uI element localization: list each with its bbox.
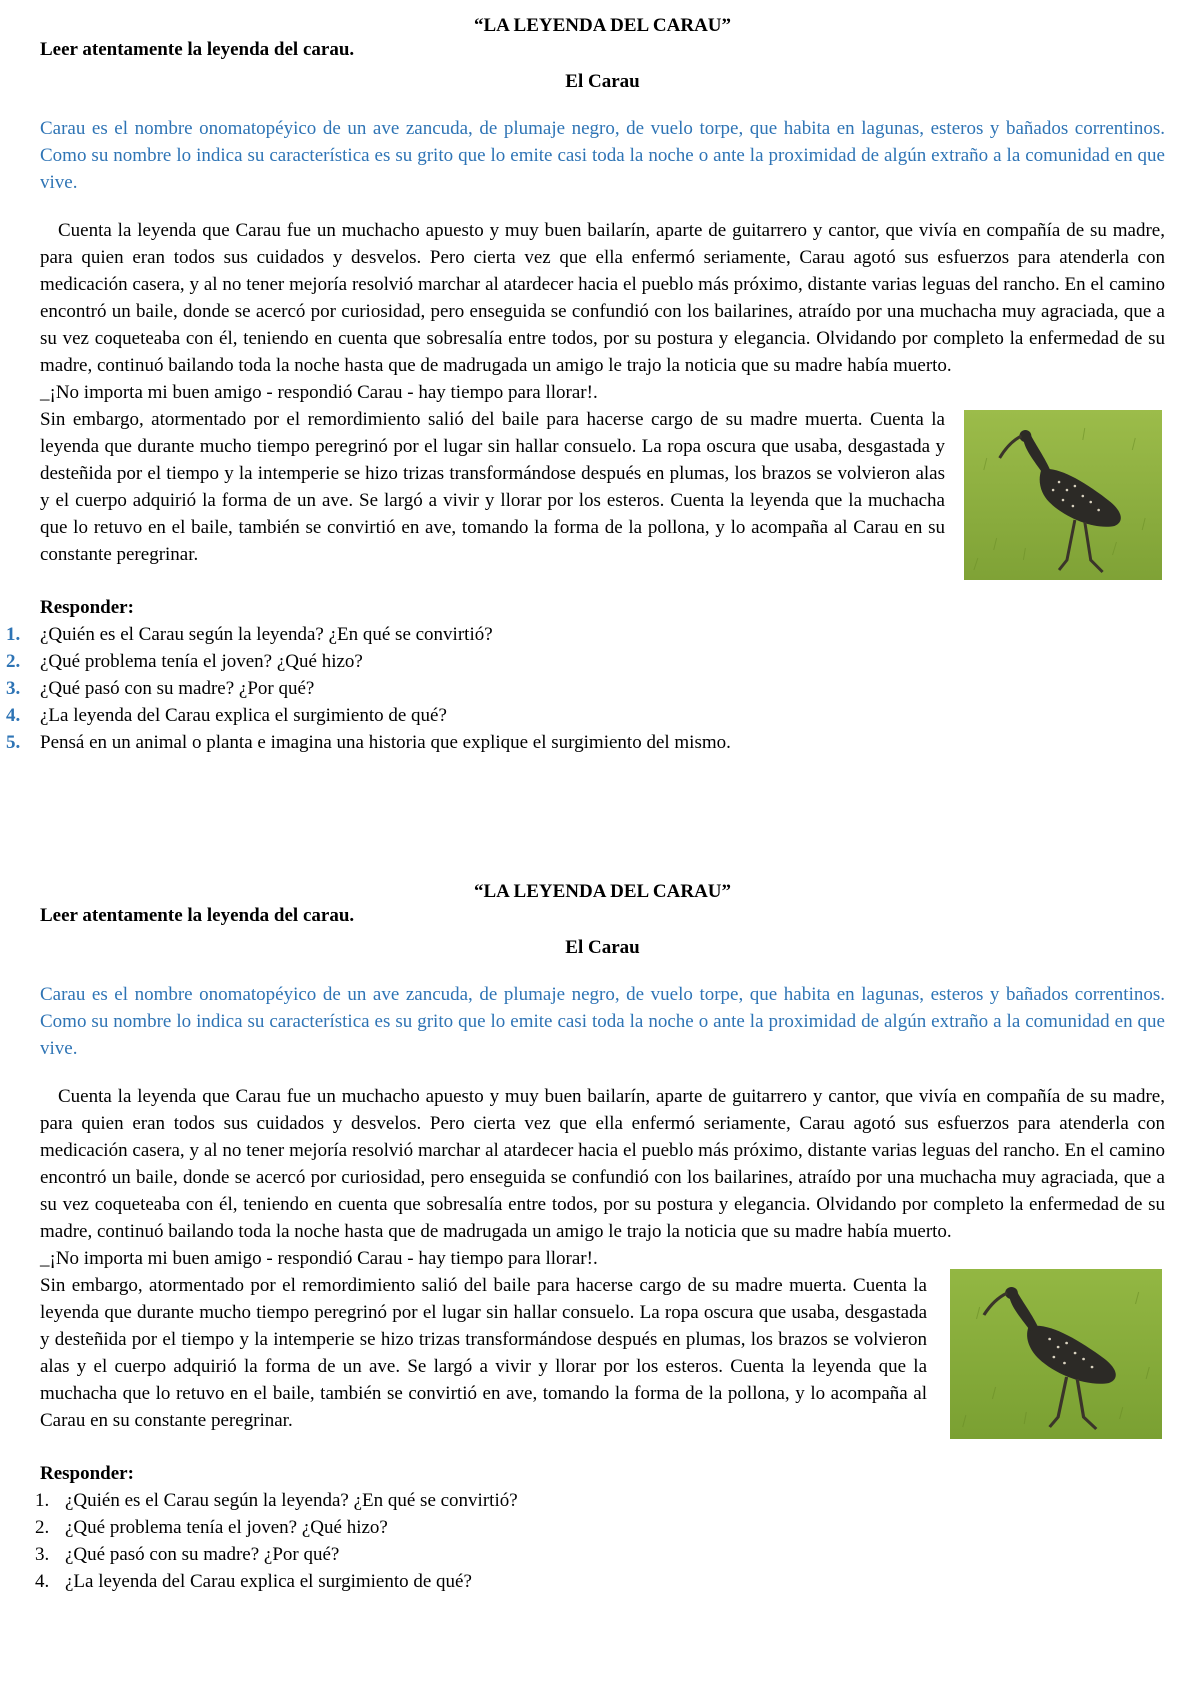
story-ending-section — [40, 406, 1165, 568]
question-item: 3. ¿Qué pasó con su madre? ¿Por qué? — [35, 1544, 340, 1565]
story-paragraph: Cuenta la leyenda que Carau fue un muchacho apuesto y muy buen bailarín, aparte de guitarrero y cantor, que vivía en compañía de su madre, para quien eran todos sus cuidados y desvelos. Pero cierta vez que ella enfermó seriamente, Carau agotó sus esfuerzos para atenderla con medicación casera, y al no tener mejoría resolvió marchar al atardecer hacia el pueblo más próximo, distante varias leguas del rancho. En el camino encontró un baile, donde se acercó por curiosidad, pero enseguida se confundió con los bailarines, atraído por una muchacha muy agraciada, que a su vez coqueteaba con él, teniendo en cuenta que sobresalía entre todos, por su postura y elegancia. Olvidando por completo la enfermedad de su madre, continuó bailando toda la noche hasta que de madrugada un amigo le trajo la noticia que su madre había muerto. — [40, 220, 1165, 376]
worksheet-title: “LA LEYENDA DEL CARAU” — [473, 15, 732, 36]
question-item: 1. ¿Quién es el Carau según la leyenda? ¿En qué se convirtió? — [35, 1490, 518, 1511]
worksheet-title: “LA LEYENDA DEL CARAU” — [473, 881, 732, 902]
respond-label: Responder: — [40, 597, 134, 618]
questions-list — [35, 1487, 1165, 1595]
question-item: 1. ¿Quién es el Carau según la leyenda? ¿En qué se convirtió? — [6, 624, 493, 645]
question-item: 2. ¿Qué problema tenía el joven? ¿Qué hizo? — [35, 1517, 388, 1538]
reading-instruction: Leer atentamente la leyenda del carau. — [40, 39, 355, 60]
question-item: 3. ¿Qué pasó con su madre? ¿Por qué? — [6, 678, 315, 699]
question-item: 2. ¿Qué problema tenía el joven? ¿Qué hizo? — [6, 651, 363, 672]
question-item: 4. ¿La leyenda del Carau explica el surgimiento de qué? — [6, 705, 447, 726]
intro-paragraph: Carau es el nombre onomatopéyico de un ave zancuda, de plumaje negro, de vuelo torpe, que habita en lagunas, esteros y bañados correntinos. Como su nombre lo indica su característica es su grito que lo emite casi toda la noche o ante la proximidad de algún extraño a la comunidad en que vive. — [40, 118, 1165, 193]
respond-label: Responder: — [40, 1463, 134, 1484]
story-ending-paragraph: Sin embargo, atormentado por el remordimiento salió del baile para hacerse cargo de su madre muerta. Cuenta la leyenda que durante mucho tiempo peregrinó por el lugar sin hallar consuelo. La ropa oscura que usaba, desgastada y desteñida por el tiempo y la intemperie se hizo trizas transformándose después en plumas, los brazos se volvieron alas y el cuerpo adquirió la forma de un ave. Se largó a vivir y llorar por los esteros. Cuenta la leyenda que la muchacha que lo retuvo en el baile, también se convirtió en ave, tomando la forma de la pollona, y lo acompaña al Carau en su constante peregrinar. — [40, 409, 945, 565]
carau-bird-photo — [964, 410, 1162, 580]
story-ending-section — [40, 1272, 1165, 1434]
story-subtitle: El Carau — [565, 71, 640, 92]
story-paragraph: Cuenta la leyenda que Carau fue un muchacho apuesto y muy buen bailarín, aparte de guitarrero y cantor, que vivía en compañía de su madre, para quien eran todos sus cuidados y desvelos. Pero cierta vez que ella enfermó seriamente, Carau agotó sus esfuerzos para atenderla con medicación casera, y al no tener mejoría resolvió marchar al atardecer hacia el pueblo más próximo, distante varias leguas del rancho. En el camino encontró un baile, donde se acercó por curiosidad, pero enseguida se confundió con los bailarines, atraído por una muchacha muy agraciada, que a su vez coqueteaba con él, teniendo en cuenta que sobresalía entre todos, por su postura y elegancia. Olvidando por completo la enfermedad de su madre, continuó bailando toda la noche hasta que de madrugada un amigo le trajo la noticia que su madre había muerto. — [40, 1086, 1165, 1242]
worksheet-copy-1 — [6, 14, 1165, 756]
worksheet-copy-2 — [35, 880, 1165, 1595]
carau-bird-photo — [950, 1269, 1162, 1439]
dialogue-line: _¡No importa mi buen amigo - respondió Carau - hay tiempo para llorar!. — [40, 382, 598, 403]
story-ending-paragraph: Sin embargo, atormentado por el remordimiento salió del baile para hacerse cargo de su madre muerta. Cuenta la leyenda que durante mucho tiempo peregrinó por el lugar sin hallar consuelo. La ropa oscura que usaba, desgastada y desteñida por el tiempo y la intemperie se hizo trizas transformándose después en plumas, los brazos se volvieron alas y el cuerpo adquirió la forma de un ave. Se largó a vivir y llorar por los esteros. Cuenta la leyenda que la muchacha que lo retuvo en el baile, también se convirtió en ave, tomando la forma de la pollona, y lo acompaña al Carau en su constante peregrinar. — [40, 1275, 927, 1431]
intro-paragraph: Carau es el nombre onomatopéyico de un ave zancuda, de plumaje negro, de vuelo torpe, que habita en lagunas, esteros y bañados correntinos. Como su nombre lo indica su característica es su grito que lo emite casi toda la noche o ante la proximidad de algún extraño a la comunidad en que vive. — [40, 984, 1165, 1059]
dialogue-line: _¡No importa mi buen amigo - respondió Carau - hay tiempo para llorar!. — [40, 1248, 598, 1269]
reading-instruction: Leer atentamente la leyenda del carau. — [40, 905, 355, 926]
questions-list — [6, 621, 1165, 756]
story-subtitle: El Carau — [565, 937, 640, 958]
question-item: 4. ¿La leyenda del Carau explica el surgimiento de qué? — [35, 1571, 472, 1592]
question-item: 5. Pensá en un animal o planta e imagina una historia que explique el surgimiento del mismo. — [6, 732, 731, 753]
